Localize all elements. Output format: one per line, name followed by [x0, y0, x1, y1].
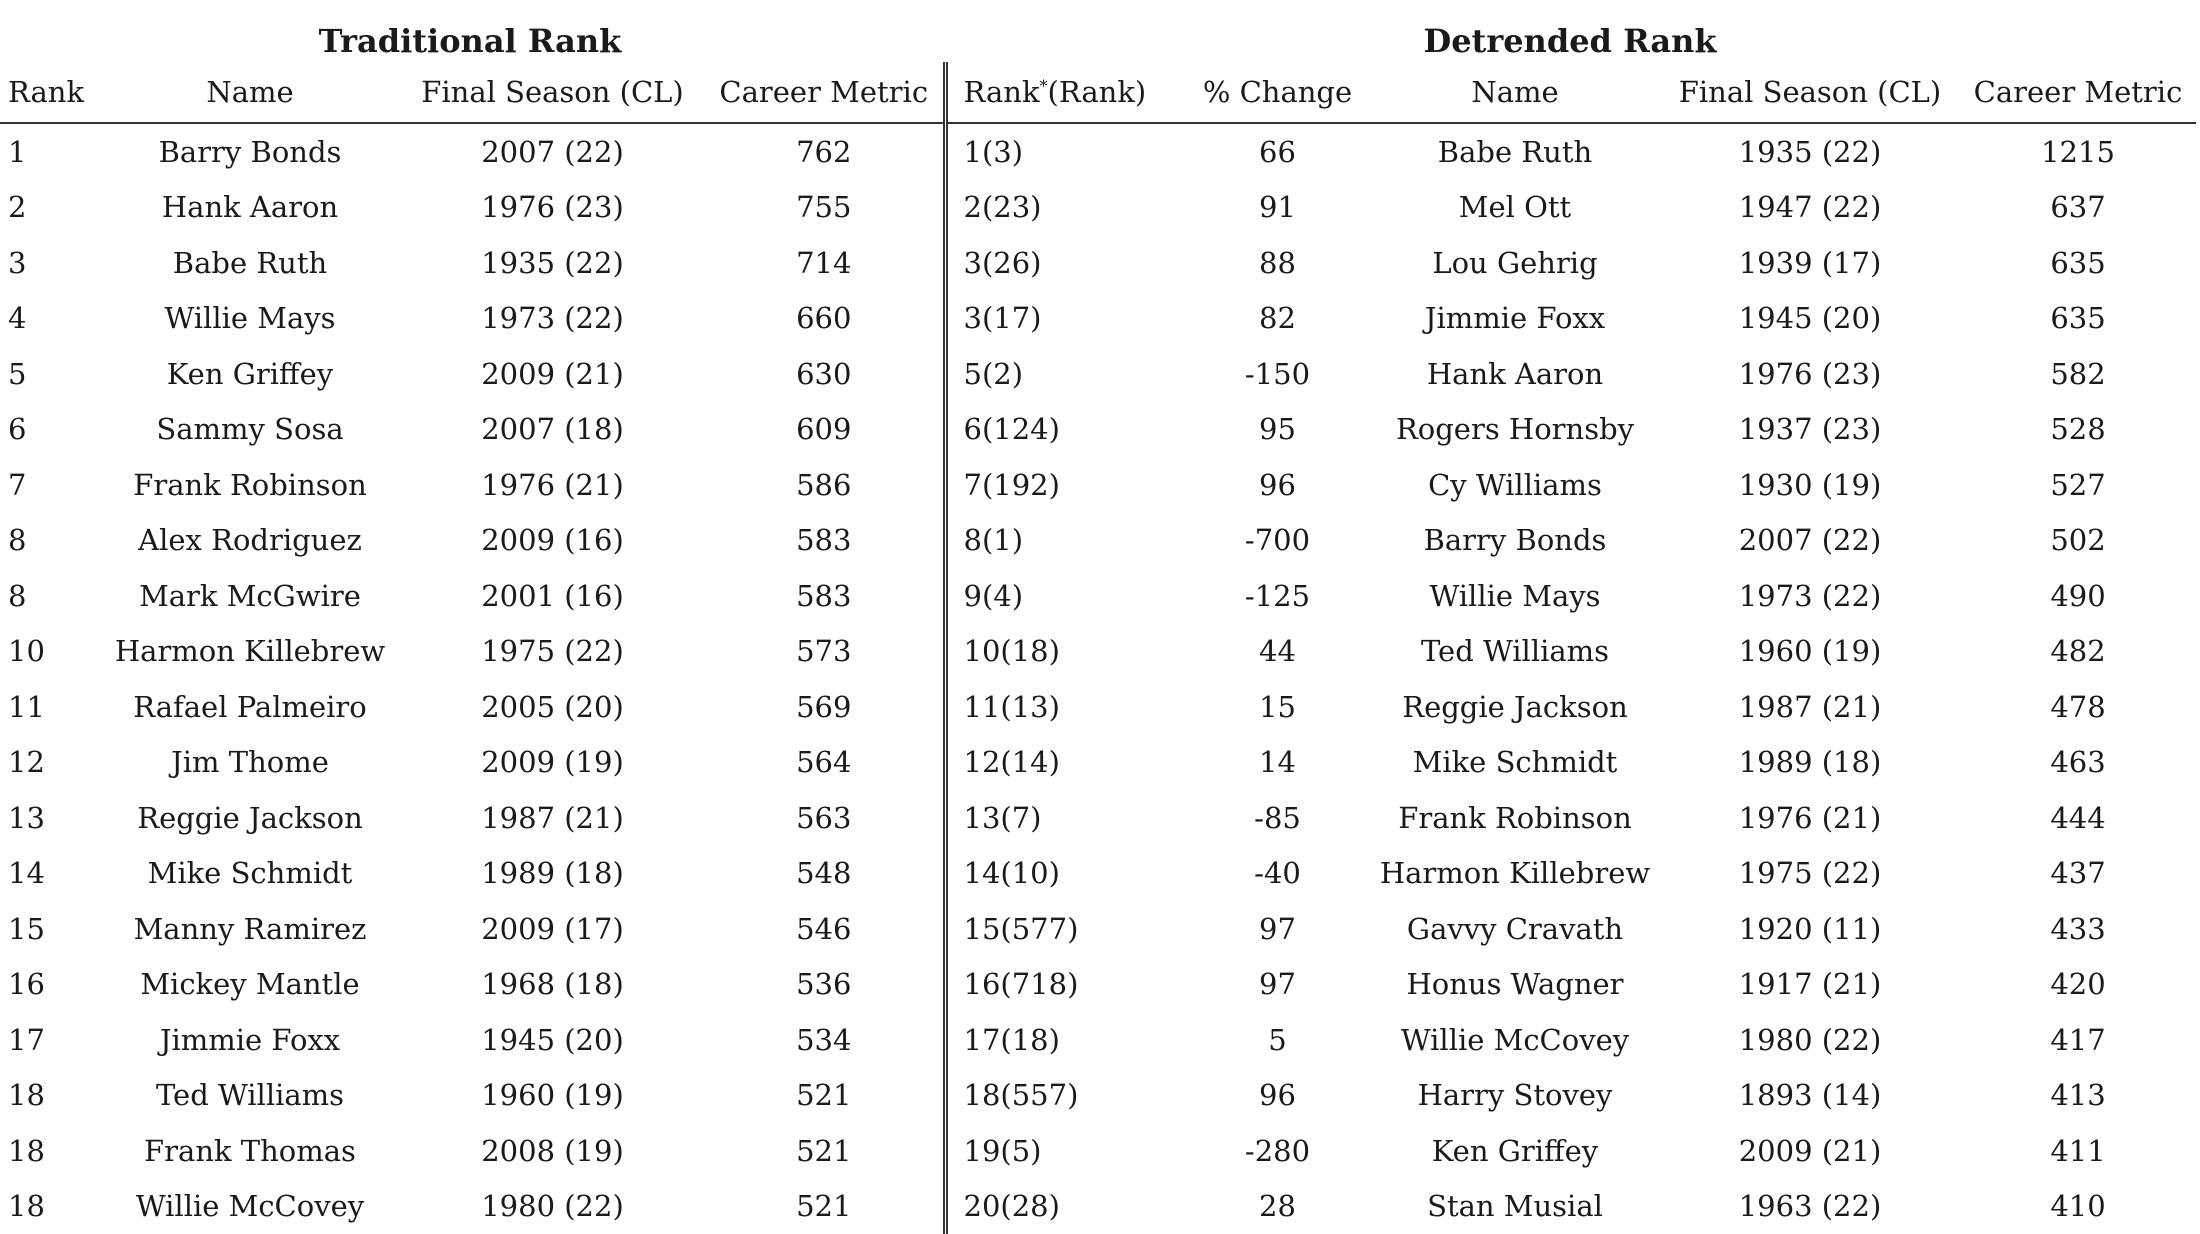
cell-name-2: Reggie Jackson — [1370, 679, 1660, 735]
cell-career-metric-2: 528 — [1960, 402, 2196, 458]
header-pct-change: % Change — [1185, 62, 1370, 123]
detrended-rank-title: Detrended Rank — [940, 22, 2200, 60]
cell-career-metric: 583 — [705, 568, 945, 624]
cell-name-2: Rogers Hornsby — [1370, 402, 1660, 458]
cell-name-2: Frank Robinson — [1370, 790, 1660, 846]
cell-name-2: Stan Musial — [1370, 1179, 1660, 1234]
cell-rank: 15 — [0, 901, 100, 957]
cell-pct-change: -700 — [1185, 513, 1370, 569]
cell-final-season-2: 1960 (19) — [1660, 624, 1960, 680]
cell-name: Sammy Sosa — [100, 402, 400, 458]
cell-pct-change: 66 — [1185, 123, 1370, 180]
cell-name: Mark McGwire — [100, 568, 400, 624]
cell-rank: 8 — [0, 568, 100, 624]
cell-pct-change: 14 — [1185, 735, 1370, 791]
traditional-rank-title: Traditional Rank — [0, 22, 940, 60]
cell-detrended-rank: 3(26) — [945, 235, 1185, 291]
cell-career-metric: 521 — [705, 1179, 945, 1234]
cell-final-season-2: 1973 (22) — [1660, 568, 1960, 624]
cell-detrended-rank: 5(2) — [945, 346, 1185, 402]
cell-name: Willie Mays — [100, 291, 400, 347]
table-row — [0, 679, 2196, 735]
cell-pct-change: 96 — [1185, 457, 1370, 513]
cell-detrended-rank: 10(18) — [945, 624, 1185, 680]
cell-name-2: Harry Stovey — [1370, 1068, 1660, 1124]
table-row — [0, 735, 2196, 791]
cell-final-season-2: 1939 (17) — [1660, 235, 1960, 291]
cell-career-metric-2: 527 — [1960, 457, 2196, 513]
cell-final-season-2: 1976 (21) — [1660, 790, 1960, 846]
cell-rank: 16 — [0, 957, 100, 1013]
header-final-season-2: Final Season (CL) — [1660, 62, 1960, 123]
cell-final-season: 1976 (23) — [400, 180, 705, 236]
cell-pct-change: -85 — [1185, 790, 1370, 846]
cell-career-metric: 569 — [705, 679, 945, 735]
cell-final-season-2: 1945 (20) — [1660, 291, 1960, 347]
cell-detrended-rank: 1(3) — [945, 123, 1185, 180]
cell-career-metric-2: 433 — [1960, 901, 2196, 957]
cell-name: Alex Rodriguez — [100, 513, 400, 569]
cell-career-metric-2: 413 — [1960, 1068, 2196, 1124]
cell-career-metric: 714 — [705, 235, 945, 291]
table-row — [0, 291, 2196, 347]
cell-name: Jim Thome — [100, 735, 400, 791]
table-row — [0, 346, 2196, 402]
cell-final-season-2: 1989 (18) — [1660, 735, 1960, 791]
cell-career-metric-2: 411 — [1960, 1123, 2196, 1179]
cell-rank: 5 — [0, 346, 100, 402]
cell-career-metric-2: 502 — [1960, 513, 2196, 569]
cell-pct-change: -150 — [1185, 346, 1370, 402]
cell-career-metric-2: 482 — [1960, 624, 2196, 680]
cell-rank: 3 — [0, 235, 100, 291]
cell-rank: 17 — [0, 1012, 100, 1068]
cell-final-season-2: 1976 (23) — [1660, 346, 1960, 402]
cell-rank: 2 — [0, 180, 100, 236]
header-rank-star-sup: * — [1040, 76, 1048, 95]
cell-final-season-2: 2007 (22) — [1660, 513, 1960, 569]
cell-final-season: 1987 (21) — [400, 790, 705, 846]
cell-career-metric-2: 635 — [1960, 235, 2196, 291]
cell-name-2: Hank Aaron — [1370, 346, 1660, 402]
cell-career-metric-2: 637 — [1960, 180, 2196, 236]
header-rank: Rank — [0, 62, 100, 123]
cell-final-season-2: 1987 (21) — [1660, 679, 1960, 735]
cell-name-2: Barry Bonds — [1370, 513, 1660, 569]
cell-name: Ken Griffey — [100, 346, 400, 402]
cell-pct-change: 95 — [1185, 402, 1370, 458]
cell-name: Harmon Killebrew — [100, 624, 400, 680]
cell-final-season: 2007 (22) — [400, 123, 705, 180]
header-final-season: Final Season (CL) — [400, 62, 705, 123]
table-row — [0, 1068, 2196, 1124]
cell-name-2: Willie McCovey — [1370, 1012, 1660, 1068]
cell-pct-change: 96 — [1185, 1068, 1370, 1124]
cell-final-season: 1945 (20) — [400, 1012, 705, 1068]
cell-final-season-2: 1893 (14) — [1660, 1068, 1960, 1124]
cell-rank: 1 — [0, 123, 100, 180]
cell-career-metric: 521 — [705, 1068, 945, 1124]
table-row — [0, 790, 2196, 846]
cell-name: Willie McCovey — [100, 1179, 400, 1234]
cell-name: Reggie Jackson — [100, 790, 400, 846]
cell-career-metric: 534 — [705, 1012, 945, 1068]
table-row — [0, 901, 2196, 957]
cell-name: Frank Thomas — [100, 1123, 400, 1179]
cell-pct-change: 15 — [1185, 679, 1370, 735]
cell-pct-change: -125 — [1185, 568, 1370, 624]
cell-name-2: Honus Wagner — [1370, 957, 1660, 1013]
cell-career-metric: 583 — [705, 513, 945, 569]
cell-final-season-2: 2009 (21) — [1660, 1123, 1960, 1179]
table-row — [0, 235, 2196, 291]
cell-final-season: 2007 (18) — [400, 402, 705, 458]
cell-career-metric-2: 1215 — [1960, 123, 2196, 180]
cell-detrended-rank: 9(4) — [945, 568, 1185, 624]
cell-final-season: 1973 (22) — [400, 291, 705, 347]
cell-detrended-rank: 20(28) — [945, 1179, 1185, 1234]
cell-career-metric: 630 — [705, 346, 945, 402]
table-row — [0, 180, 2196, 236]
cell-pct-change: -40 — [1185, 846, 1370, 902]
cell-name: Jimmie Foxx — [100, 1012, 400, 1068]
table-row — [0, 624, 2196, 680]
header-career-metric-2: Career Metric — [1960, 62, 2196, 123]
cell-pct-change: 97 — [1185, 957, 1370, 1013]
cell-final-season: 2009 (17) — [400, 901, 705, 957]
cell-name: Ted Williams — [100, 1068, 400, 1124]
cell-career-metric: 546 — [705, 901, 945, 957]
cell-rank: 13 — [0, 790, 100, 846]
header-row — [0, 62, 2196, 123]
cell-rank: 18 — [0, 1179, 100, 1234]
cell-rank: 18 — [0, 1123, 100, 1179]
cell-name: Hank Aaron — [100, 180, 400, 236]
cell-career-metric-2: 444 — [1960, 790, 2196, 846]
cell-rank: 7 — [0, 457, 100, 513]
cell-career-metric-2: 420 — [1960, 957, 2196, 1013]
cell-final-season-2: 1963 (22) — [1660, 1179, 1960, 1234]
cell-career-metric: 536 — [705, 957, 945, 1013]
cell-pct-change: -280 — [1185, 1123, 1370, 1179]
ranking-table — [0, 62, 2196, 1234]
table-row — [0, 846, 2196, 902]
cell-detrended-rank: 11(13) — [945, 679, 1185, 735]
cell-detrended-rank: 6(124) — [945, 402, 1185, 458]
cell-final-season-2: 1917 (21) — [1660, 957, 1960, 1013]
table-row — [0, 568, 2196, 624]
cell-detrended-rank: 14(10) — [945, 846, 1185, 902]
cell-final-season: 2009 (19) — [400, 735, 705, 791]
cell-rank: 10 — [0, 624, 100, 680]
cell-pct-change: 88 — [1185, 235, 1370, 291]
cell-career-metric: 609 — [705, 402, 945, 458]
table-row — [0, 513, 2196, 569]
cell-name-2: Ted Williams — [1370, 624, 1660, 680]
cell-detrended-rank: 8(1) — [945, 513, 1185, 569]
cell-detrended-rank: 18(557) — [945, 1068, 1185, 1124]
cell-final-season: 1968 (18) — [400, 957, 705, 1013]
cell-career-metric: 548 — [705, 846, 945, 902]
cell-detrended-rank: 3(17) — [945, 291, 1185, 347]
cell-final-season: 1975 (22) — [400, 624, 705, 680]
cell-name: Frank Robinson — [100, 457, 400, 513]
cell-final-season: 1980 (22) — [400, 1179, 705, 1234]
cell-pct-change: 28 — [1185, 1179, 1370, 1234]
cell-career-metric: 521 — [705, 1123, 945, 1179]
cell-rank: 18 — [0, 1068, 100, 1124]
table-row — [0, 123, 2196, 180]
cell-name: Manny Ramirez — [100, 901, 400, 957]
cell-final-season: 1976 (21) — [400, 457, 705, 513]
cell-final-season-2: 1935 (22) — [1660, 123, 1960, 180]
cell-final-season-2: 1920 (11) — [1660, 901, 1960, 957]
cell-career-metric-2: 635 — [1960, 291, 2196, 347]
cell-final-season: 1989 (18) — [400, 846, 705, 902]
cell-final-season: 2009 (21) — [400, 346, 705, 402]
cell-detrended-rank: 12(14) — [945, 735, 1185, 791]
cell-career-metric-2: 463 — [1960, 735, 2196, 791]
table-row — [0, 957, 2196, 1013]
cell-pct-change: 82 — [1185, 291, 1370, 347]
cell-career-metric: 563 — [705, 790, 945, 846]
cell-name-2: Gavvy Cravath — [1370, 901, 1660, 957]
cell-name: Mickey Mantle — [100, 957, 400, 1013]
table-row — [0, 457, 2196, 513]
cell-name-2: Babe Ruth — [1370, 123, 1660, 180]
cell-detrended-rank: 13(7) — [945, 790, 1185, 846]
cell-name-2: Jimmie Foxx — [1370, 291, 1660, 347]
cell-final-season: 2008 (19) — [400, 1123, 705, 1179]
cell-name-2: Mike Schmidt — [1370, 735, 1660, 791]
cell-rank: 8 — [0, 513, 100, 569]
cell-detrended-rank: 2(23) — [945, 180, 1185, 236]
cell-detrended-rank: 15(577) — [945, 901, 1185, 957]
cell-final-season: 2005 (20) — [400, 679, 705, 735]
cell-detrended-rank: 16(718) — [945, 957, 1185, 1013]
cell-final-season: 1935 (22) — [400, 235, 705, 291]
cell-name: Rafael Palmeiro — [100, 679, 400, 735]
cell-rank: 12 — [0, 735, 100, 791]
cell-career-metric-2: 410 — [1960, 1179, 2196, 1234]
cell-final-season-2: 1980 (22) — [1660, 1012, 1960, 1068]
cell-career-metric-2: 478 — [1960, 679, 2196, 735]
cell-name-2: Lou Gehrig — [1370, 235, 1660, 291]
header-rank-star-label: Rank — [964, 75, 1040, 109]
header-name: Name — [100, 62, 400, 123]
cell-detrended-rank: 19(5) — [945, 1123, 1185, 1179]
cell-final-season-2: 1975 (22) — [1660, 846, 1960, 902]
cell-name: Barry Bonds — [100, 123, 400, 180]
cell-detrended-rank: 17(18) — [945, 1012, 1185, 1068]
cell-final-season-2: 1930 (19) — [1660, 457, 1960, 513]
cell-pct-change: 91 — [1185, 180, 1370, 236]
table-row — [0, 1123, 2196, 1179]
cell-career-metric-2: 490 — [1960, 568, 2196, 624]
cell-final-season: 2009 (16) — [400, 513, 705, 569]
cell-career-metric: 573 — [705, 624, 945, 680]
cell-name-2: Harmon Killebrew — [1370, 846, 1660, 902]
cell-pct-change: 97 — [1185, 901, 1370, 957]
cell-final-season-2: 1937 (23) — [1660, 402, 1960, 458]
table-body — [0, 123, 2196, 1234]
cell-name-2: Ken Griffey — [1370, 1123, 1660, 1179]
cell-career-metric: 586 — [705, 457, 945, 513]
cell-name-2: Willie Mays — [1370, 568, 1660, 624]
cell-rank: 6 — [0, 402, 100, 458]
cell-final-season-2: 1947 (22) — [1660, 180, 1960, 236]
cell-pct-change: 5 — [1185, 1012, 1370, 1068]
cell-career-metric: 755 — [705, 180, 945, 236]
cell-name-2: Mel Ott — [1370, 180, 1660, 236]
cell-career-metric-2: 417 — [1960, 1012, 2196, 1068]
cell-final-season: 2001 (16) — [400, 568, 705, 624]
header-name-2: Name — [1370, 62, 1660, 123]
cell-rank: 4 — [0, 291, 100, 347]
cell-rank: 14 — [0, 846, 100, 902]
cell-career-metric: 762 — [705, 123, 945, 180]
cell-detrended-rank: 7(192) — [945, 457, 1185, 513]
table-row — [0, 1012, 2196, 1068]
cell-pct-change: 44 — [1185, 624, 1370, 680]
header-career-metric: Career Metric — [705, 62, 945, 123]
cell-career-metric: 564 — [705, 735, 945, 791]
cell-name-2: Cy Williams — [1370, 457, 1660, 513]
header-rank-paren: (Rank) — [1048, 75, 1147, 109]
cell-final-season: 1960 (19) — [400, 1068, 705, 1124]
header-detrended-rank — [945, 62, 1185, 123]
cell-name: Babe Ruth — [100, 235, 400, 291]
cell-career-metric-2: 437 — [1960, 846, 2196, 902]
cell-name: Mike Schmidt — [100, 846, 400, 902]
cell-rank: 11 — [0, 679, 100, 735]
cell-career-metric-2: 582 — [1960, 346, 2196, 402]
table-row — [0, 402, 2196, 458]
table-row — [0, 1179, 2196, 1234]
cell-career-metric: 660 — [705, 291, 945, 347]
